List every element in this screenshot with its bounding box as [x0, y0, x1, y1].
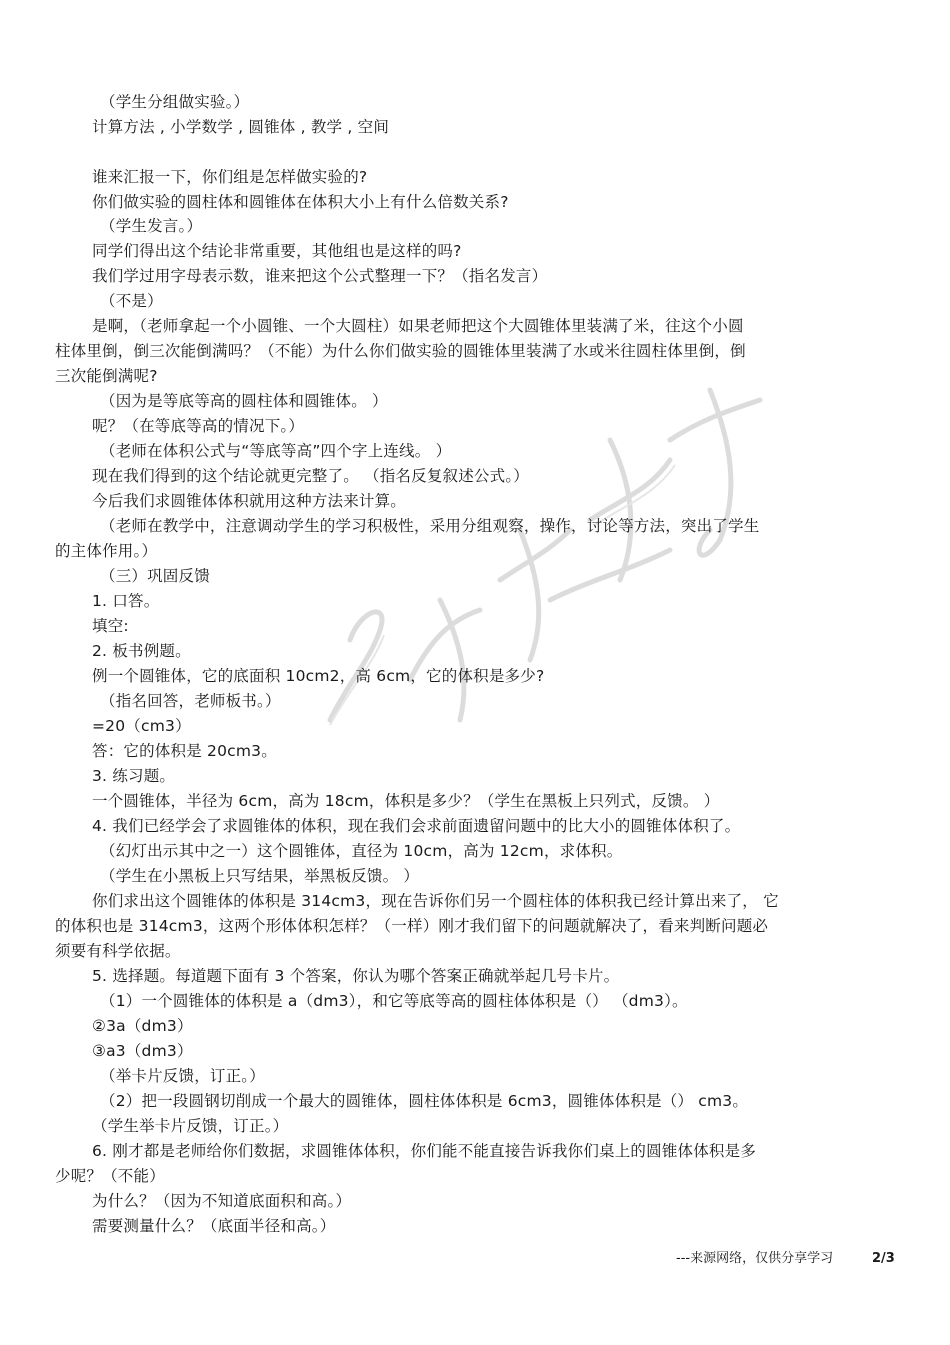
section-heading: （三）巩固反馈 — [100, 567, 210, 585]
text-line: 的体积也是 314cm3，这两个形体体积怎样？（一样）刚才我们留下的问题就解决了，看来判断问题必 — [55, 917, 769, 935]
text-line: 少呢？（不能） — [55, 1167, 165, 1185]
text-line: （举卡片反馈，订正。） — [100, 1067, 265, 1085]
text-line: 柱体里倒，倒三次能倒满吗？（不能）为什么你们做实验的圆锥体里装满了水或米往圆柱体里倒，倒 — [55, 342, 746, 360]
text-line: 现在我们得到的这个结论就更完整了。 （指名反复叙述公式。） — [92, 467, 529, 485]
text-line: 的主体作用。） — [55, 542, 158, 560]
text-line: （老师在教学中，注意调动学生的学习积极性，采用分组观察，操作，讨论等方法，突出了学生 — [100, 517, 760, 535]
page-number: 2/3 — [872, 1251, 895, 1266]
text-line: （学生举卡片反馈，订正。） — [92, 1117, 289, 1135]
text-line: 6. 刚才都是老师给你们数据，求圆锥体体积，你们能不能直接告诉我你们桌上的圆锥体体积是多 — [92, 1142, 757, 1160]
text-line: 谁来汇报一下，你们组是怎样做实验的? — [92, 168, 368, 186]
text-line: 1. 口答。 — [92, 592, 160, 610]
text-line: 一个圆锥体，半径为 6cm，高为 18cm，体积是多少？（学生在黑板上只列式，反馈。 ） — [92, 792, 720, 810]
text-line: 三次能倒满呢? — [55, 367, 158, 385]
text-line: 须要有科学依据。 — [55, 942, 181, 960]
text-line: 答：它的体积是 20cm3。 — [92, 742, 277, 760]
text-line: （不是） — [100, 292, 163, 310]
text-line: （幻灯出示其中之一）这个圆锥体，直径为 10cm，高为 12cm，求体积。 — [100, 842, 623, 860]
text-line: 5. 选择题。每道题下面有 3 个答案，你认为哪个答案正确就举起几号卡片。 — [92, 967, 620, 985]
text-line: 你们做实验的圆柱体和圆锥体在体积大小上有什么倍数关系? — [92, 193, 509, 211]
text-line: 同学们得出这个结论非常重要，其他组也是这样的吗? — [92, 242, 462, 260]
text-line: （学生分组做实验。） — [100, 93, 250, 111]
text-line: 你们求出这个圆锥体的体积是 314cm3，现在告诉你们另一个圆柱体的体积我已经计算出来了， 它 — [92, 892, 779, 910]
text-line: 2. 板书例题。 — [92, 642, 191, 660]
text-line: （指名回答，老师板书。） — [100, 692, 281, 710]
text-line: ②3a（dm3） — [92, 1017, 193, 1035]
footer-source-note: ---来源网络，仅供分享学习 — [676, 1251, 834, 1266]
text-line: （老师在体积公式与“等底等高”四个字上连线。 ） — [100, 442, 452, 460]
text-line: 我们学过用字母表示数，谁来把这个公式整理一下？（指名发言） — [92, 267, 548, 285]
text-line: （学生在小黑板上只写结果，举黑板反馈。 ） — [100, 867, 420, 885]
text-line: 是啊，（老师拿起一个小圆锥、一个大圆柱）如果老师把这个大圆锥体里装满了米，往这个小圆 — [92, 317, 744, 335]
text-line: 计算方法 , 小学数学 , 圆锥体 , 教学 , 空间 — [92, 118, 390, 136]
text-line: （2）把一段圆钢切削成一个最大的圆锥体，圆柱体体积是 6cm3，圆锥体体积是（） cm3。 — [100, 1092, 749, 1110]
text-line: 需要测量什么？（底面半径和高。） — [92, 1217, 336, 1235]
text-line: ③a3（dm3） — [92, 1042, 193, 1060]
watermark-scribble — [290, 380, 810, 760]
text-line: 例一个圆锥体，它的底面积 10cm2，高 6cm，它的体积是多少? — [92, 667, 545, 685]
text-line: （学生发言。） — [100, 217, 203, 235]
text-line: 填空: — [92, 617, 129, 635]
text-line: （因为是等底等高的圆柱体和圆锥体。 ） — [100, 392, 388, 410]
text-line: 呢？（在等底等高的情况下。） — [92, 417, 305, 435]
text-line: （1）一个圆锥体的体积是 a（dm3），和它等底等高的圆柱体体积是（） （dm3）。 — [100, 992, 688, 1010]
text-line: 4. 我们已经学会了求圆锥体的体积，现在我们会求前面遗留问题中的比大小的圆锥体体积了。 — [92, 817, 741, 835]
text-line: =20（cm3） — [92, 717, 191, 735]
text-line: 为什么？（因为不知道底面积和高。） — [92, 1192, 352, 1210]
text-line: 3. 练习题。 — [92, 767, 176, 785]
text-line: 今后我们求圆锥体体积就用这种方法来计算。 — [92, 492, 407, 510]
